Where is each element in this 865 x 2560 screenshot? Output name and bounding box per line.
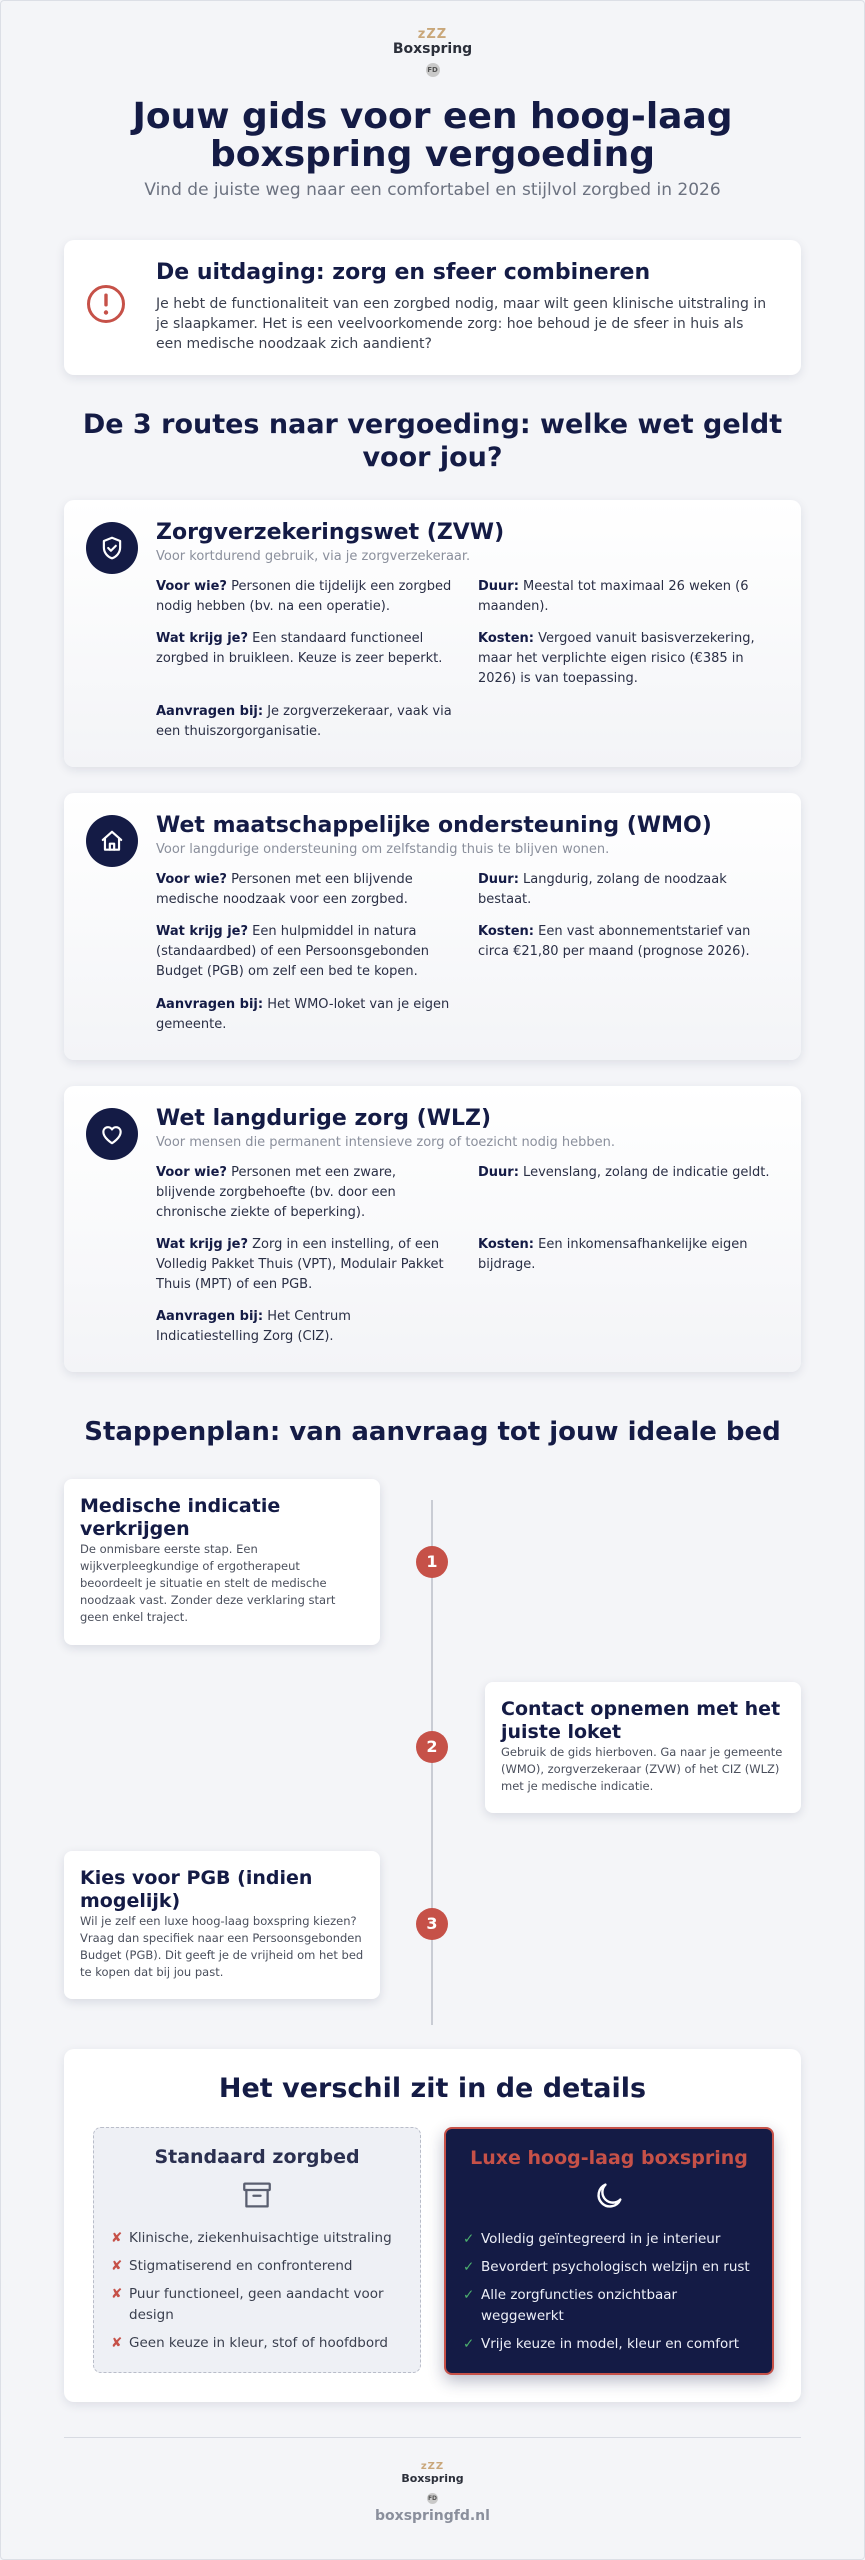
list-item <box>463 2229 753 2250</box>
field-value: Het WMO-loket van je eigen gemeente. <box>156 997 450 1032</box>
routes-heading: De 3 routes naar vergoeding: welke wet geldt voor jou? <box>82 409 783 473</box>
alert-icon <box>86 284 126 324</box>
field-value: Levenslang, zolang de indicatie geldt. <box>518 1165 770 1180</box>
field-label: Wat krijg je? <box>156 924 249 939</box>
route-title: Wet maatschappelijke ondersteuning (WMO) <box>156 813 712 838</box>
list-item-text: Bevordert psychologisch welzijn en rust <box>481 2259 750 2275</box>
field-label: Aanvragen bij: <box>156 1309 264 1324</box>
standard-bed-box <box>93 2127 421 2373</box>
list-item-text: Alle zorgfuncties onzichtbaar weggewerkt <box>481 2287 678 2324</box>
step-card-1 <box>64 1479 380 1645</box>
page-title: Jouw gids voor een hoog-laag boxspring vergoeding <box>132 96 733 175</box>
field-value: Personen met een blijvende medische noodzaak voor een zorgbed. <box>156 872 413 907</box>
step-title: Medische indicatie verkrijgen <box>80 1495 281 1540</box>
route-what <box>156 629 456 669</box>
route-what <box>156 922 456 982</box>
footer-divider <box>64 2437 801 2438</box>
route-duration <box>478 870 773 910</box>
field-label: Kosten: <box>478 1237 534 1252</box>
check-icon: ✓ <box>463 2231 475 2247</box>
route-apply <box>156 995 456 1035</box>
moon-icon <box>592 2179 626 2213</box>
heart-icon <box>86 1108 138 1160</box>
list-item-text: Stigmatiserend en confronterend <box>129 2258 353 2274</box>
logo-badge: FD <box>426 63 440 77</box>
field-value: Zorg in een instelling, of een Volledig Pakket Thuis (VPT), Modulair Pakket Thuis (MPT) of een PGB. <box>156 1237 444 1292</box>
field-label: Voor wie? <box>156 579 227 594</box>
list-item-text: Volledig geïntegreerd in je interieur <box>481 2231 721 2247</box>
field-label: Duur: <box>478 872 519 887</box>
field-value: Personen met een zware, blijvende zorgbehoefte (bv. door een chronische ziekte of beperking). <box>156 1165 397 1220</box>
field-label: Aanvragen bij: <box>156 997 264 1012</box>
list-item <box>463 2285 753 2327</box>
comparison-heading: Het verschil zit in de details <box>218 2073 647 2104</box>
x-mark-icon: ✘ <box>111 2286 123 2302</box>
list-item <box>463 2334 753 2355</box>
field-value: Een vast abonnementstarief van circa €21,80 per maand (prognose 2026). <box>478 924 751 959</box>
logo-name: Boxspring <box>401 2472 464 2485</box>
step-card-3 <box>64 1851 380 1999</box>
steps-heading: Stappenplan: van aanvraag tot jouw ideale bed <box>84 1417 781 1447</box>
archive-box-icon <box>240 2178 274 2212</box>
route-apply <box>156 1307 456 1347</box>
page-subtitle: Vind de juiste weg naar een comfortabel en stijlvol zorgbed in 2026 <box>144 180 721 200</box>
list-item-text: Puur functioneel, geen aandacht voor design <box>129 2286 384 2323</box>
step-text: Wil je zelf een luxe hoog-laag boxspring kiezen? Vraag dan specifiek naar een Persoonsgebonden Budget (PGB). Dit geeft je de vrijheid om het bed te kopen dat bij jou past. <box>80 1914 364 1979</box>
route-cost <box>478 629 773 689</box>
route-card-zvw <box>64 500 801 767</box>
route-what <box>156 1235 456 1295</box>
route-apply <box>156 702 456 742</box>
list-item <box>111 2284 401 2326</box>
field-label: Kosten: <box>478 924 534 939</box>
step-card-2 <box>485 1682 801 1813</box>
luxury-list <box>463 2229 753 2362</box>
field-label: Duur: <box>478 579 519 594</box>
route-subtitle: Voor mensen die permanent intensieve zorg of toezicht nodig hebben. <box>156 1135 615 1150</box>
check-icon: ✓ <box>463 2336 475 2352</box>
field-value: Een standaard functioneel zorgbed in bruikleen. Keuze is zeer beperkt. <box>156 631 443 666</box>
logo-badge: FD <box>427 2495 438 2502</box>
footer-link[interactable]: boxspringfd.nl <box>375 2508 490 2524</box>
step-title: Kies voor PGB (indien mogelijk) <box>80 1867 313 1912</box>
brand-logo[interactable] <box>0 28 865 77</box>
field-value: Personen die tijdelijk een zorgbed nodig hebben (bv. na een operatie). <box>156 579 452 614</box>
footer-logo[interactable] <box>0 2462 865 2504</box>
list-item <box>111 2333 401 2354</box>
field-label: Kosten: <box>478 631 534 646</box>
field-label: Wat krijg je? <box>156 1237 249 1252</box>
challenge-title: De uitdaging: zorg en sfeer combineren <box>156 260 651 285</box>
x-mark-icon: ✘ <box>111 2335 123 2351</box>
list-item-text: Geen keuze in kleur, stof of hoofdbord <box>129 2335 389 2351</box>
step-text: De onmisbare eerste stap. Een wijkverpleegkundige of ergotherapeut beoordeelt je situatie en stelt de medische noodzaak vast. Zonder deze verklaring start geen enkel traject. <box>80 1542 336 1624</box>
challenge-card <box>64 240 801 375</box>
step-number-1: 1 <box>416 1546 448 1578</box>
list-item <box>111 2228 401 2249</box>
field-value: Een hulpmiddel in natura (standaardbed) of een Persoonsgebonden Budget (PGB) om zelf een bed te kopen. <box>156 924 430 979</box>
field-label: Voor wie? <box>156 872 227 887</box>
step-number-3: 3 <box>416 1908 448 1940</box>
field-label: Wat krijg je? <box>156 631 249 646</box>
luxury-title: Luxe hoog-laag boxspring <box>470 2147 748 2169</box>
x-mark-icon: ✘ <box>111 2258 123 2274</box>
check-icon: ✓ <box>463 2287 475 2303</box>
logo-zz: zZZ <box>420 2461 445 2472</box>
field-label: Voor wie? <box>156 1165 227 1180</box>
route-title: Zorgverzekeringswet (ZVW) <box>156 520 505 545</box>
list-item-text: Klinische, ziekenhuisachtige uitstraling <box>129 2230 392 2246</box>
standard-title: Standaard zorgbed <box>154 2146 360 2168</box>
step-text: Gebruik de gids hierboven. Ga naar je gemeente (WMO), zorgverzekeraar (ZVW) of het CIZ (WLZ) met je medische indicatie. <box>501 1745 783 1793</box>
field-value: Een inkomensafhankelijke eigen bijdrage. <box>478 1237 748 1272</box>
shield-check-icon <box>86 522 138 574</box>
list-item <box>463 2257 753 2278</box>
field-value: Meestal tot maximaal 26 weken (6 maanden). <box>478 579 749 614</box>
route-subtitle: Voor langdurige ondersteuning om zelfstandig thuis te blijven wonen. <box>156 842 610 857</box>
route-cost <box>478 1235 773 1275</box>
route-duration <box>478 577 773 617</box>
list-item-text: Vrije keuze in model, kleur en comfort <box>481 2336 740 2352</box>
list-item <box>111 2256 401 2277</box>
home-icon <box>86 815 138 867</box>
field-value: Het Centrum Indicatiestelling Zorg (CIZ). <box>156 1309 351 1344</box>
route-who <box>156 1163 456 1223</box>
route-card-wmo <box>64 793 801 1060</box>
route-title: Wet langdurige zorg (WLZ) <box>156 1106 492 1131</box>
route-who <box>156 870 456 910</box>
field-label: Duur: <box>478 1165 519 1180</box>
route-duration <box>478 1163 773 1183</box>
step-number-2: 2 <box>416 1731 448 1763</box>
logo-zz: zZZ <box>417 27 448 42</box>
field-value: Langdurig, zolang de noodzaak bestaat. <box>478 872 727 907</box>
route-who <box>156 577 456 617</box>
challenge-text: Je hebt de functionaliteit van een zorgbed nodig, maar wilt geen klinische uitstraling in je slaapkamer. Het is een veelvoorkomende zorg: hoe behoud je de sfeer in huis als een medische noodzaak zich aandient? <box>156 296 767 352</box>
x-mark-icon: ✘ <box>111 2230 123 2246</box>
check-icon: ✓ <box>463 2259 475 2275</box>
route-cost <box>478 922 773 962</box>
standard-list <box>111 2228 401 2361</box>
route-subtitle: Voor kortdurend gebruik, via je zorgverzekeraar. <box>156 549 471 564</box>
field-label: Aanvragen bij: <box>156 704 264 719</box>
step-title: Contact opnemen met het juiste loket <box>501 1698 781 1743</box>
logo-name: Boxspring <box>392 41 473 57</box>
field-value: Vergoed vanuit basisverzekering, maar het verplichte eigen risico (€385 in 2026) is van toepassing. <box>478 631 755 686</box>
field-value: Je zorgverzekeraar, vaak via een thuiszorgorganisatie. <box>156 704 452 739</box>
page-header <box>64 98 801 174</box>
luxury-bed-box <box>444 2127 774 2375</box>
route-card-wlz <box>64 1086 801 1372</box>
